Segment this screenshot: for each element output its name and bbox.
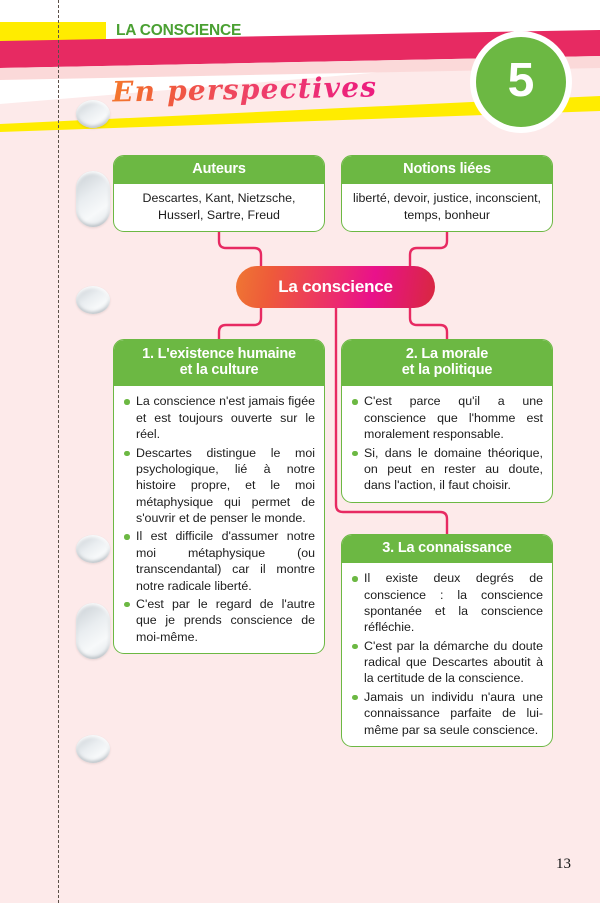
- bullet-item: Jamais un individu n'aura une connaissance parfaite de lui-même par sa seule conscience.: [351, 689, 543, 738]
- section-box-2: [341, 339, 553, 503]
- perforation-line: [58, 0, 59, 903]
- page-top-white-band: [0, 0, 600, 24]
- chapter-badge: [476, 37, 566, 127]
- section-box-2-title-line2: et la politique: [401, 362, 493, 379]
- box-notions-liees: [341, 155, 553, 232]
- chapter-number: 5: [507, 53, 535, 107]
- section-box-1: [113, 339, 325, 654]
- section-box-3-body: [342, 563, 552, 746]
- bullet-item: Descartes distingue le moi psychologique, lié à notre histoire propre, et le moi métaphysique qui permet de s'ouvrir et de penser le monde.: [123, 445, 315, 527]
- section-box-1-title-line2: et la culture: [179, 362, 259, 379]
- bullet-item: C'est par la démarche du doute radical que Descartes aboutit à la certitude de la conscience.: [351, 638, 543, 687]
- section-box-3-title: [342, 535, 552, 563]
- box-auteurs: [113, 155, 325, 232]
- central-node: [236, 266, 435, 308]
- binder-hole: [76, 286, 110, 314]
- section-box-2-title: [342, 340, 552, 386]
- bullet-item: C'est parce qu'il a une conscience que l'homme est moralement responsable.: [351, 393, 543, 442]
- binder-hole: [76, 603, 110, 659]
- section-title: En perspectives: [111, 70, 378, 109]
- box-auteurs-title: Auteurs: [114, 156, 324, 184]
- central-node-label: La conscience: [278, 277, 393, 296]
- section-box-1-body: [114, 386, 324, 653]
- section-box-1-title: [114, 340, 324, 386]
- bullet-item: Il est difficile d'assumer notre moi métaphysique (ou transcendantal) car il montre notre radicale liberté.: [123, 528, 315, 594]
- section-box-1-title-line1: 1. L'existence humaine: [142, 346, 296, 362]
- binder-hole: [76, 735, 110, 763]
- box-auteurs-body: Descartes, Kant, Nietzsche, Husserl, Sartre, Freud: [142, 191, 296, 222]
- section-box-2-body: [342, 386, 552, 501]
- bullet-item: C'est par le regard de l'autre que je prends conscience de moi-même.: [123, 596, 315, 645]
- binder-hole: [76, 171, 110, 227]
- bullet-item: Il existe deux degrés de conscience : la conscience spontanée et la conscience réfléchie.: [351, 570, 543, 636]
- section-box-3: [341, 534, 553, 747]
- page-number: 13: [556, 856, 571, 872]
- binder-hole: [76, 100, 110, 128]
- bullet-item: Si, dans le domaine théorique, on peut en rester au doute, dans l'action, il faut choisir.: [351, 445, 543, 494]
- box-notions-title: Notions liées: [342, 156, 552, 184]
- chapter-label: LA CONSCIENCE: [116, 22, 242, 39]
- box-notions-body: liberté, devoir, justice, inconscient, temps, bonheur: [352, 191, 542, 222]
- yellow-tab-marker: [0, 22, 106, 41]
- section-box-3-title-line1: 3. La connaissance: [382, 540, 512, 556]
- binder-hole: [76, 535, 110, 563]
- bullet-item: La conscience n'est jamais figée et est toujours ouverte sur le réel.: [123, 393, 315, 442]
- section-box-2-title-line1: 2. La morale: [405, 346, 489, 362]
